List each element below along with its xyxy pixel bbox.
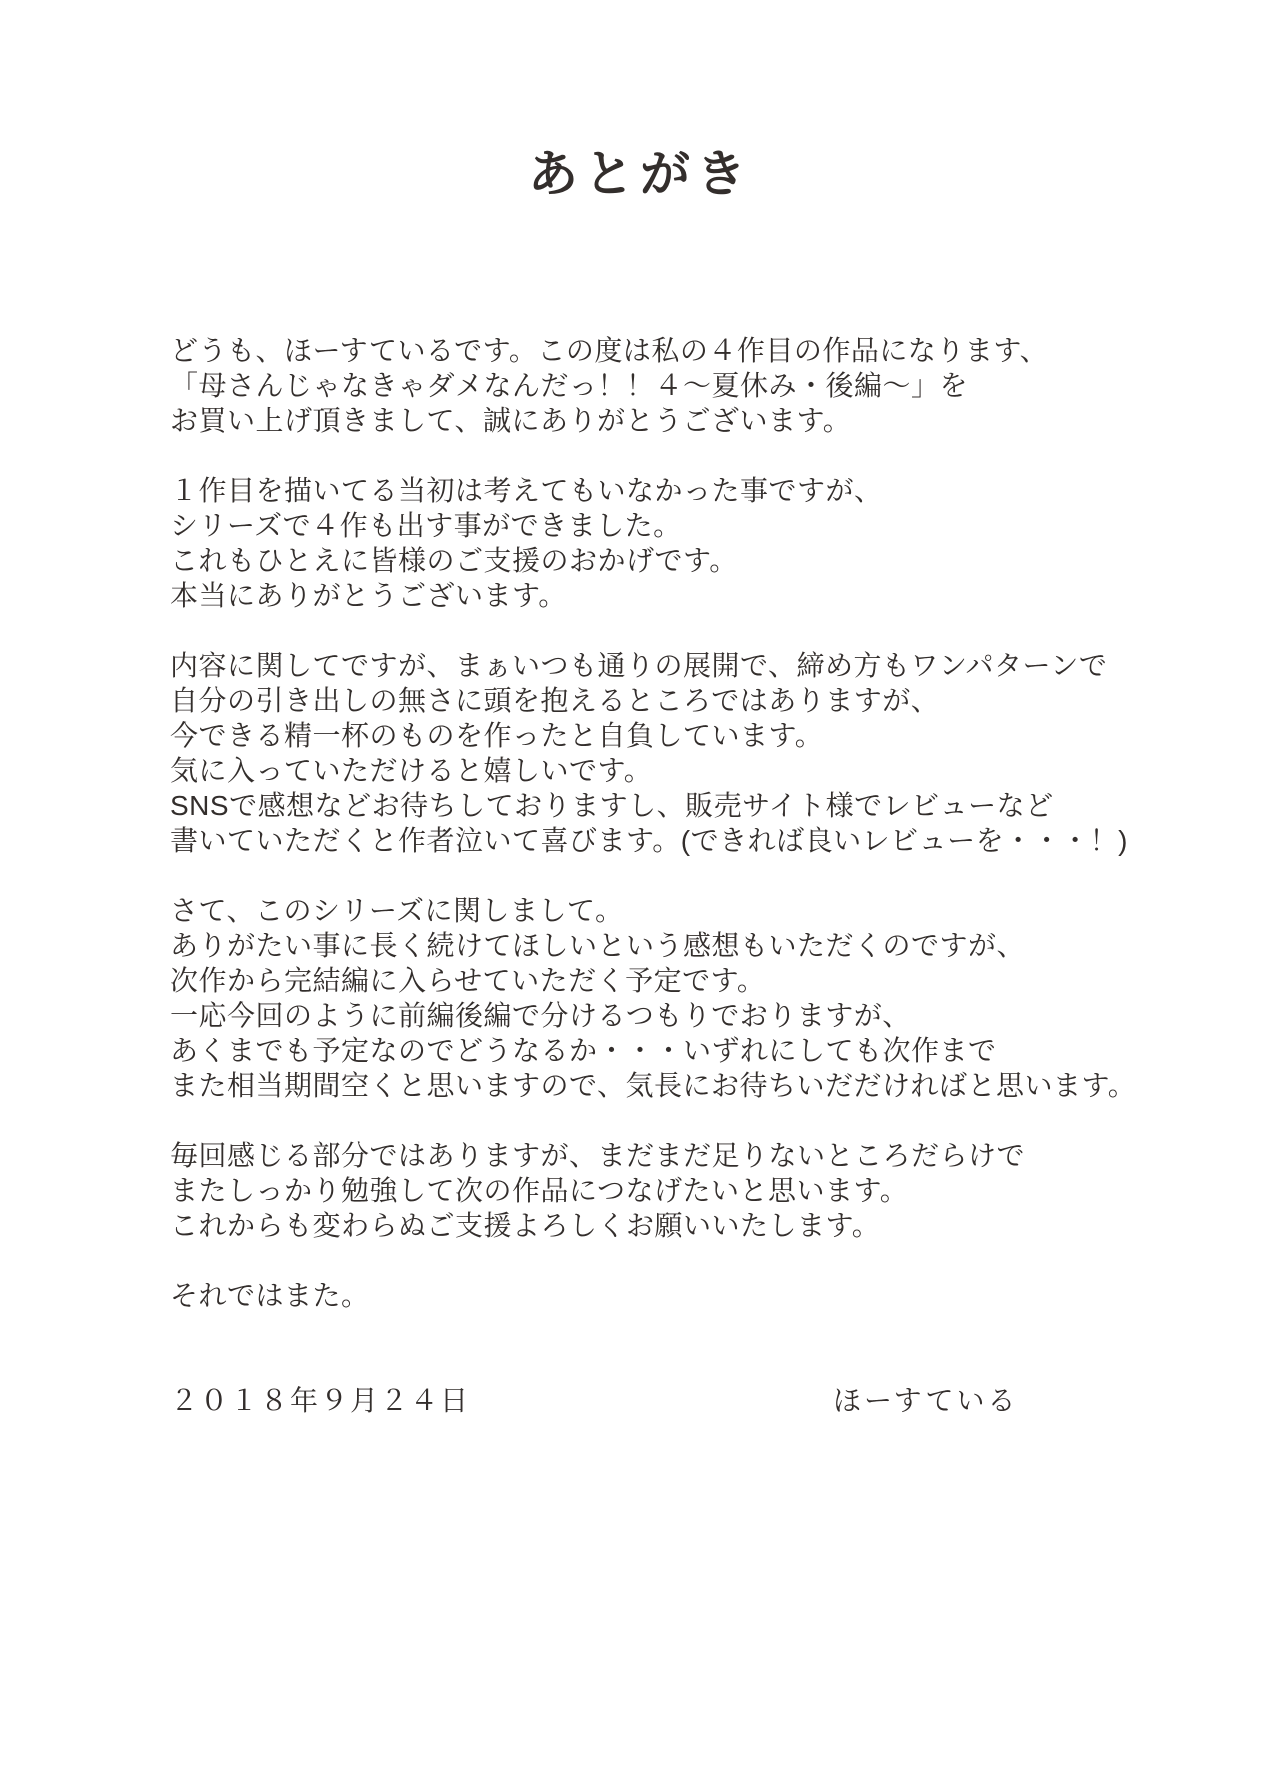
paragraph <box>170 893 1220 1103</box>
text-line: これからも変わらぬご支援よろしくお願いいたします。 <box>170 1210 881 1241</box>
text-line: 自分の引き出しの無さに頭を抱えるところではありますが、 <box>170 685 940 716</box>
text-line: お買い上げ頂きまして、誠にありがとうございます。 <box>170 405 852 436</box>
text-line: さて、このシリーズに関しまして。 <box>170 895 624 926</box>
text-line: どうも、ほーすているです。この度は私の４作目の作品になります、 <box>170 335 1049 366</box>
text-line: 本当にありがとうございます。 <box>170 580 567 611</box>
text-line: 「母さんじゃなきゃダメなんだっ！！４～夏休み・後編～」を <box>170 370 969 401</box>
text-line: 内容に関してですが、まぁいつも通りの展開で、締め方もワンパターンで <box>170 650 1108 681</box>
text-line: あくまでも予定なのでどうなるか・・・いずれにしても次作まで <box>170 1035 997 1066</box>
text-line: 気に入っていただけると嬉しいです。 <box>170 755 653 786</box>
paragraph <box>170 1138 1220 1243</box>
paragraph-closing <box>170 1278 1220 1313</box>
text-line: 書いていただくと作者泣いて喜びます。(できれば良いレビューを・・・！) <box>170 825 1128 856</box>
author-name: ほーすている <box>833 1385 1019 1416</box>
text-line: 今できる精一杯のものを作ったと自負しています。 <box>170 720 824 751</box>
afterword-body <box>170 333 1220 1313</box>
text-line: 次作から完結編に入らせていただく予定です。 <box>170 965 766 996</box>
text-line: これもひとえに皆様のご支援のおかげです。 <box>170 545 738 576</box>
text-line: 一応今回のように前編後編で分けるつもりでおりますが、 <box>170 1000 911 1031</box>
text-line: 毎回感じる部分ではありますが、まだまだ足りないところだらけで <box>170 1140 1026 1171</box>
text-line: SNSで感想などお待ちしておりますし、販売サイト様でレビューなど <box>170 790 1054 821</box>
publication-date: ２０１８年９月２４日 <box>170 1385 471 1416</box>
text-line: またしっかり勉強して次の作品につなげたいと思います。 <box>170 1175 909 1206</box>
footer-row <box>170 1383 1220 1418</box>
text-line: ありがたい事に長く続けてほしいという感想もいただくのですが、 <box>170 930 1026 961</box>
paragraph <box>170 473 1220 613</box>
paragraph <box>170 333 1220 438</box>
text-line: １作目を描いてる当初は考えてもいなかった事ですが、 <box>170 475 883 506</box>
page-title: あとがき <box>528 146 752 202</box>
text-line: また相当期間空くと思いますので、気長にお待ちいだだければと思います。 <box>170 1070 1137 1101</box>
text-line: それではまた。 <box>170 1280 370 1311</box>
paragraph <box>170 648 1220 858</box>
text-line: シリーズで４作も出す事ができました。 <box>170 510 682 541</box>
